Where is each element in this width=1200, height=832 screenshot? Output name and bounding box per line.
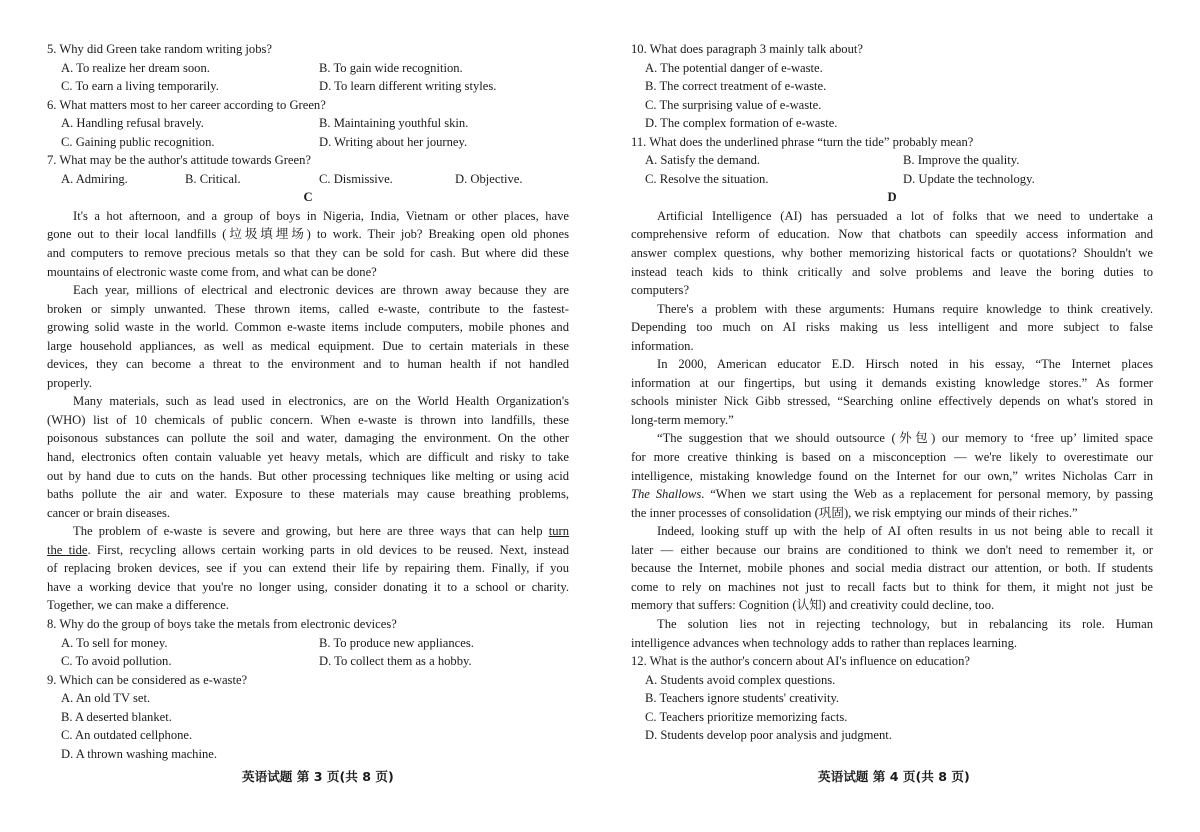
q6-options — [47, 114, 569, 133]
option-a: A. The potential danger of e-waste. — [645, 60, 823, 75]
passage-line: Indeed, looking stuff up with the help of AI often results in us not being able to recall it — [657, 524, 1153, 539]
passage-line: the inner processes of consolidation (巩固), we risk emptying our minds of their riches.” — [631, 505, 1078, 520]
passage-line: “The suggestion that we should outsource (外包) our memory to ‘free up’ limited space — [657, 431, 1153, 446]
option-b: B. Maintaining youthful skin. — [319, 116, 469, 131]
passage-line: of replacing broken devices, see if you can extend their life by repairing them. Finally, if you — [47, 561, 569, 576]
option-d: D. Update the technology. — [903, 171, 1035, 186]
q8-options — [47, 634, 569, 653]
passage-line: Artificial Intelligence (AI) has persuaded a lot of folks that we need to undertake a — [657, 208, 1153, 223]
passage-line: cancer or brain diseases. — [47, 505, 171, 520]
option-b: B. A deserted blanket. — [61, 709, 172, 724]
passage-text: . “When we start using the Web as a replacement for personal memory, by passing — [701, 487, 1153, 502]
section-heading-d: D — [887, 190, 897, 205]
q6-options — [47, 133, 569, 152]
passage-line — [47, 522, 569, 541]
passage-line: for more creative thinking is based on a misconception — we're likely to overestimate our — [631, 450, 1153, 465]
question-11: 11. What does the underlined phrase “turn the tide” probably mean? — [631, 134, 974, 149]
passage-line: properly. — [47, 375, 92, 390]
left-page — [47, 40, 569, 763]
option-d: D. Students develop poor analysis and judgment. — [645, 728, 892, 743]
passage-line: later — either because our brains are conditioned to think we don't need to remember it, or — [631, 542, 1153, 557]
passage-line: gone out to their local landfills (垃圾填埋场) to work. Their job? Breaking open old phones — [47, 227, 569, 242]
page-footer-left: 英语试题 第 3 页(共 8 页) — [242, 769, 394, 784]
passage-line: broken or simply unwanted. These thrown items, called e-waste, contribute to the fastest- — [47, 301, 569, 316]
option-c: C. Gaining public recognition. — [61, 134, 215, 149]
option-b: B. To produce new appliances. — [319, 635, 474, 650]
option-b: B. Teachers ignore students' creativity. — [645, 691, 840, 706]
passage-line: long-term memory.” — [631, 412, 734, 427]
section-heading-c: C — [303, 190, 313, 205]
option-a: A. An old TV set. — [61, 691, 151, 706]
passage-line: answer complex questions, why bother memorizing historical facts or quotations? Shouldn't we — [631, 246, 1153, 261]
passage-line: comprehensive reform of education. Now that chatbots can speedily access information and — [631, 227, 1153, 242]
question-12: 12. What is the author's concern about AI's influence on education? — [631, 654, 970, 669]
passage-line: It's a hot afternoon, and a group of boys in Nigeria, India, Vietnam or other places, have — [73, 208, 569, 223]
option-a: A. Admiring. — [61, 171, 128, 186]
passage-line: because the Internet, mobile phones and social media distract our attention, or both. If students — [631, 561, 1153, 576]
passage-line: come to rely on machines not just to recall facts but to think for them, it might not just be — [631, 579, 1153, 594]
passage-line: and computers to remove precious metals so that they can be sold for cash. But where did these — [47, 246, 569, 261]
underlined-phrase: turn — [548, 524, 569, 539]
option-c: C. To avoid pollution. — [61, 654, 172, 669]
passage-line: There's a problem with these arguments: Humans require knowledge to think creatively. — [657, 301, 1153, 316]
underlined-phrase: the tide — [47, 542, 88, 557]
option-c: C. An outdated cellphone. — [61, 728, 193, 743]
option-d: D. A thrown washing machine. — [61, 746, 218, 761]
page-footer-right: 英语试题 第 4 页(共 8 页) — [818, 769, 970, 784]
option-a: A. To realize her dream soon. — [61, 60, 210, 75]
book-title: The Shallows — [631, 487, 702, 502]
passage-line: baths pollute the air and water. Exposure to these materials may cause breathing problems, — [47, 487, 569, 502]
passage-line: large household appliances, as well as medical equipment. Due to certain materials in these — [47, 338, 569, 353]
passage-line: memory that suffers: Cognition (认知) and creativity could decline, too. — [631, 598, 995, 613]
passage-line: Each year, millions of electrical and electronic devices are thrown away because they are — [73, 283, 569, 298]
option-c: C. The surprising value of e-waste. — [645, 97, 822, 112]
option-a: A. Satisfy the demand. — [645, 153, 761, 168]
option-c: C. Teachers prioritize memorizing facts. — [645, 709, 848, 724]
q5-options — [47, 59, 569, 78]
passage-line: Depending too much on AI risks making us less intelligent and more subject to false — [631, 320, 1153, 335]
passage-line: instead teach kids to think critically and solve problems and leave the boring duties to — [631, 264, 1153, 279]
passage-text: The problem of e-waste is severe and growing, but here are three ways that can help — [73, 524, 543, 539]
option-b: B. To gain wide recognition. — [319, 60, 463, 75]
right-page — [631, 40, 1153, 745]
passage-line — [631, 485, 1153, 504]
option-d: D. Objective. — [455, 171, 523, 186]
passage-line: out by hand due to cuts on the hands. But other processing techniques like melting or using acid — [47, 468, 569, 483]
passage-line — [47, 541, 569, 560]
question-5: 5. Why did Green take random writing jobs? — [47, 42, 273, 56]
passage-text: . First, recycling allows certain working parts in old devices to be reused. Next, instead — [87, 542, 569, 557]
passage-line: information at our fingertips, but using it demands existing knowledge stores.” As former — [631, 375, 1153, 390]
passage-line: mountains of electronic waste come from, and what can be done? — [47, 264, 377, 279]
question-7: 7. What may be the author's attitude towards Green? — [47, 153, 311, 168]
option-c: C. To earn a living temporarily. — [61, 79, 219, 94]
q8-options — [47, 652, 569, 671]
passage-line: Together, we can make a difference. — [47, 598, 229, 613]
option-c: C. Resolve the situation. — [645, 171, 769, 186]
question-6: 6. What matters most to her career according to Green? — [47, 97, 326, 112]
question-10: 10. What does paragraph 3 mainly talk about? — [631, 42, 863, 56]
option-a: A. Students avoid complex questions. — [645, 672, 836, 687]
passage-line: In 2000, American educator E.D. Hirsch noted in his essay, “The Internet places — [657, 357, 1153, 372]
passage-line: intelligence, mistaking knowledge found on the Internet for our own,” writes Nicholas Carr in — [631, 468, 1153, 483]
passage-line: have a working device that you're no longer using, consider donating it to a school or charity. — [47, 579, 569, 594]
option-b: B. Improve the quality. — [903, 153, 1020, 168]
passage-line: intelligence advances when technology adds to rather than replaces learning. — [631, 635, 1018, 650]
question-9: 9. Which can be considered as e-waste? — [47, 672, 248, 687]
passage-line: growing solid waste in the world. Common e-waste items include computers, mobile phones and — [47, 320, 569, 335]
passage-line: poisonous substances can pollute the soil and water, damaging the environment. On the other — [47, 431, 569, 446]
option-d: D. To learn different writing styles. — [319, 79, 497, 94]
option-a: A. To sell for money. — [61, 635, 168, 650]
option-a: A. Handling refusal bravely. — [61, 116, 204, 131]
option-d: D. The complex formation of e-waste. — [645, 116, 838, 131]
passage-line: schools minister Nick Gibb stressed, “Searching online effectively depends on what's stored in — [631, 394, 1153, 409]
option-d: D. Writing about her journey. — [319, 134, 468, 149]
passage-line: The solution lies not in rejecting technology, but in rebalancing its role. Human — [657, 616, 1153, 631]
q7-options — [47, 170, 569, 189]
q11-options — [631, 151, 1153, 170]
question-8: 8. Why do the group of boys take the metals from electronic devices? — [47, 616, 397, 631]
passage-line: Many materials, such as lead used in electronics, are on the World Health Organization's — [73, 394, 569, 409]
q11-options — [631, 170, 1153, 189]
option-b: B. The correct treatment of e-waste. — [645, 79, 827, 94]
passage-line: hand, electronics often contain valuable yet heavy metals, which are difficult and risky to take — [47, 450, 569, 465]
option-b: B. Critical. — [185, 171, 241, 186]
passage-line: information. — [631, 338, 694, 353]
option-c: C. Dismissive. — [319, 171, 393, 186]
q5-options — [47, 77, 569, 96]
passage-line: computers? — [631, 283, 690, 298]
passage-line: (WHO) list of 10 chemicals of public concern. When e-waste is thrown into landfills, these — [47, 412, 569, 427]
passage-line: devices, they can become a threat to the environment and to human health if not handled — [47, 357, 569, 372]
option-d: D. To collect them as a hobby. — [319, 654, 472, 669]
